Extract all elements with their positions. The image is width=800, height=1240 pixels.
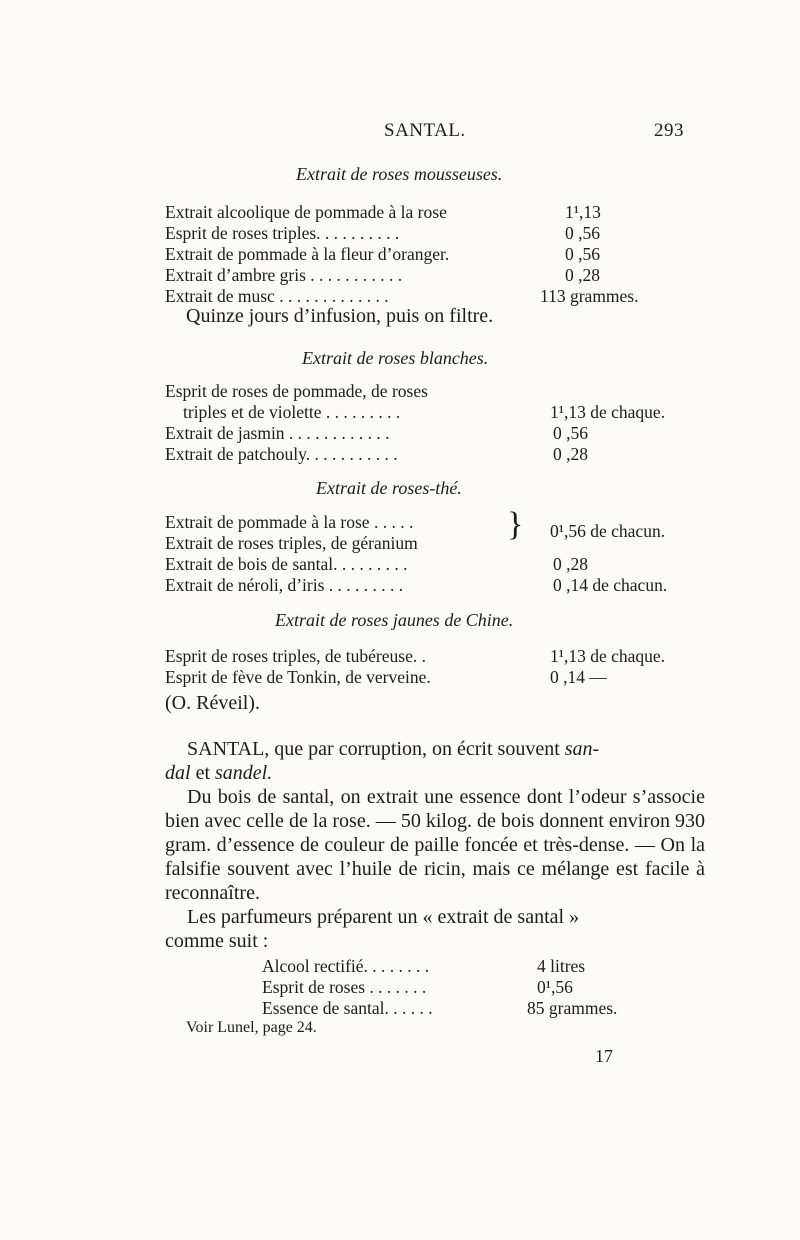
paragraph-parfumeurs bbox=[165, 905, 705, 953]
page-number: 293 bbox=[654, 120, 684, 141]
recipe-item: Extrait alcoolique de pommade à la rose bbox=[165, 202, 447, 222]
source-note: (O. Réveil). bbox=[165, 692, 260, 714]
recipe-quantity: 0 ,28 bbox=[553, 554, 588, 574]
recipe-quantity: 0 ,28 bbox=[553, 444, 588, 464]
italic-term: san- bbox=[564, 738, 600, 760]
recipe-quantity: 0 ,56 bbox=[565, 223, 600, 243]
recipe-note: Quinze jours d’infusion, puis on filtre. bbox=[186, 305, 494, 327]
recipe-quantity: 113 grammes. bbox=[540, 286, 639, 306]
recipe-quantity: 0 ,56 bbox=[553, 423, 588, 443]
recipe-item: Extrait de néroli, d’iris . . . . . . . . . bbox=[165, 575, 404, 595]
recipe-item: Esprit de roses de pommade, de roses bbox=[165, 381, 428, 401]
recipe-item: Esprit de roses triples. . . . . . . . . . bbox=[165, 223, 400, 243]
paragraph-essence: Du bois de santal, on extrait une essence dont l’odeur s’associe bien avec celle de la rose. — 50 kilog. de bois donnent environ 930 gram. d’essence de couleur de paille foncée et très-dense. — On la falsifie souvent avec l’huile de ricin, mais ce mélange est facile à reconnaître. bbox=[165, 786, 705, 904]
section-title: Extrait de roses-thé. bbox=[316, 478, 462, 498]
reference-note: Voir Lunel, page 24. bbox=[186, 1019, 317, 1036]
recipe-quantity: 0¹,56 de chacun. bbox=[550, 521, 666, 541]
recipe-item: Extrait de patchouly. . . . . . . . . . . bbox=[165, 444, 398, 464]
recipe-quantity: 1¹,13 de chaque. bbox=[550, 402, 666, 422]
recipe-item: Extrait de roses triples, de géranium bbox=[165, 533, 418, 553]
recipe-item: Extrait de jasmin . . . . . . . . . . . . bbox=[165, 423, 390, 443]
recipe-item: Esprit de fève de Tonkin, de verveine. bbox=[165, 667, 431, 687]
paragraph-santal bbox=[165, 737, 705, 785]
running-title: SANTAL. bbox=[384, 120, 466, 141]
recipe-item: Extrait de bois de santal. . . . . . . . . bbox=[165, 554, 408, 574]
recipe-item: triples et de violette . . . . . . . . . bbox=[183, 402, 401, 422]
recipe-item: Esprit de roses . . . . . . . bbox=[262, 977, 427, 997]
text-run: Les parfumeurs préparent un « extrait de santal » bbox=[187, 906, 580, 928]
recipe-quantity: 0 ,56 bbox=[565, 244, 600, 264]
recipe-quantity: 0 ,28 bbox=[565, 265, 600, 285]
recipe-quantity: 1¹,13 de chaque. bbox=[550, 646, 666, 666]
recipe-item: Extrait de musc . . . . . . . . . . . . . bbox=[165, 286, 389, 306]
recipe-quantity: 0 ,14 — bbox=[550, 667, 607, 687]
recipe-item: Extrait de pommade à la fleur d’oranger. bbox=[165, 244, 450, 264]
recipe-item: Extrait de pommade à la rose . . . . . bbox=[165, 512, 414, 532]
recipe-quantity: 85 grammes. bbox=[527, 998, 618, 1018]
italic-term: dal bbox=[165, 762, 191, 784]
recipe-quantity: 1¹,13 bbox=[565, 202, 601, 222]
recipe-quantity: 4 litres bbox=[537, 956, 586, 976]
recipe-item: Extrait d’ambre gris . . . . . . . . . . . bbox=[165, 265, 403, 285]
italic-term: sandel. bbox=[215, 762, 273, 784]
text-run: SANTAL, que par corruption, on écrit souvent bbox=[187, 738, 560, 760]
recipe-item: Essence de santal. . . . . . bbox=[262, 998, 433, 1018]
recipe-item: Alcool rectifié. . . . . . . . bbox=[262, 956, 430, 976]
recipe-quantity: 0¹,56 bbox=[537, 977, 573, 997]
text-run: et bbox=[195, 762, 210, 784]
signature-mark: 17 bbox=[595, 1046, 613, 1066]
curly-brace-icon: } bbox=[507, 506, 524, 543]
section-title: Extrait de roses jaunes de Chine. bbox=[275, 610, 514, 630]
section-title: Extrait de roses mousseuses. bbox=[296, 164, 503, 184]
recipe-quantity: 0 ,14 de chacun. bbox=[553, 575, 668, 595]
recipe-item: Esprit de roses triples, de tubéreuse. . bbox=[165, 646, 426, 666]
body-text bbox=[165, 737, 705, 953]
text-run: comme suit : bbox=[165, 930, 269, 952]
section-title: Extrait de roses blanches. bbox=[302, 348, 489, 368]
